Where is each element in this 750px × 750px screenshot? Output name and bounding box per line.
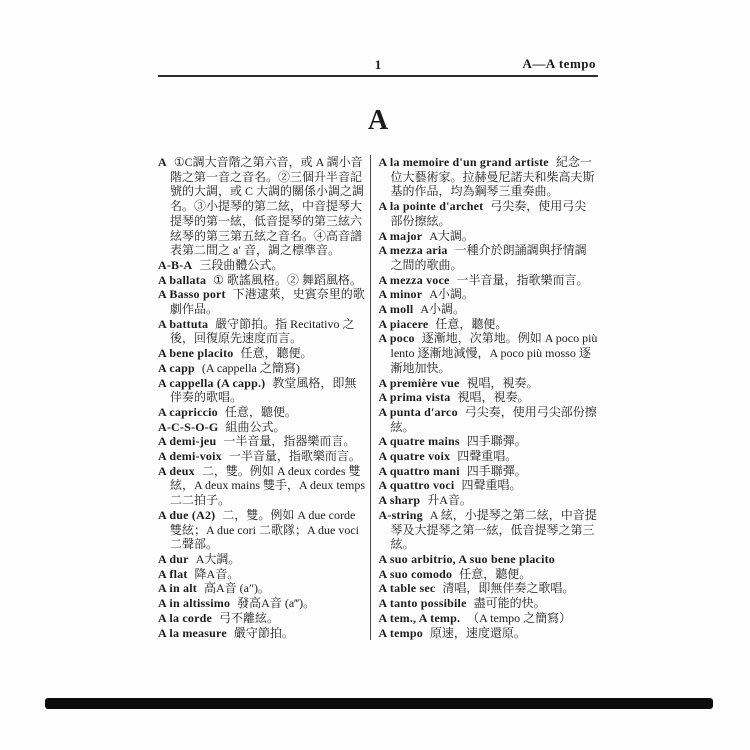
entry-term: A poco xyxy=(378,331,415,346)
dictionary-entry xyxy=(158,508,368,552)
entry-definition: 弓尖奏，使用弓尖部份擦絃。 xyxy=(390,199,587,228)
entry-definition: 一種介於朗誦調與抒情調之間的歌曲。 xyxy=(390,243,587,272)
dictionary-entry xyxy=(158,626,368,641)
entry-term: A cappella (A capp.) xyxy=(158,375,266,390)
dictionary-entry xyxy=(379,552,598,567)
entry-term: A prima vista xyxy=(378,390,451,405)
entry-definition: 組曲公式。 xyxy=(225,419,286,434)
dictionary-entry xyxy=(158,155,368,258)
dictionary-entry xyxy=(379,626,598,641)
entry-term: A moll xyxy=(378,302,414,317)
entry-definition: A大調。 xyxy=(429,228,474,243)
entry-definition: 二，雙。例如 A deux cordes 雙絃，A deux mains 雙手，A deux temps 二二拍子。 xyxy=(170,463,365,508)
dictionary-entry xyxy=(379,317,598,332)
dictionary-entry xyxy=(158,581,368,596)
dictionary-entry xyxy=(158,273,368,288)
dictionary-entry xyxy=(379,243,598,272)
entry-term: A mezza voce xyxy=(378,272,450,287)
entry-term: A flat xyxy=(158,566,188,581)
entry-term: A ballata xyxy=(158,272,207,287)
dictionary-entry xyxy=(158,420,368,435)
entry-term: A tem., A temp. xyxy=(378,610,461,625)
entry-definition: 嚴守節拍。 xyxy=(233,625,294,640)
entry-definition: 視唱，視奏。 xyxy=(457,390,530,405)
entry-definition: (A cappella 之簡寫) xyxy=(201,360,300,375)
section-letter: A xyxy=(367,105,389,136)
entry-definition: 四手聯彈。 xyxy=(466,463,527,478)
entry-definition: A小調。 xyxy=(429,287,474,302)
entry-term: A-B-A xyxy=(158,257,193,272)
dictionary-entry xyxy=(158,405,368,420)
dictionary-entry xyxy=(379,287,598,302)
entry-term: A-string xyxy=(378,507,423,522)
dictionary-entry xyxy=(379,449,598,464)
entry-term: A demi-voix xyxy=(158,449,222,464)
entry-definition: 紀念一位大藝術家。拉赫曼尼諾夫和柴高夫斯基的作品，均為鋼琴三重奏曲。 xyxy=(390,155,595,199)
entry-definition: 逐漸地，次第地。例如 A poco più lento 逐漸地減慢，A poco più mosso 逐漸地加快。 xyxy=(390,331,598,375)
entry-definition: 教堂風格，即無伴奏的歌唱。 xyxy=(170,375,357,405)
scan-artifact-bar xyxy=(45,698,713,709)
dictionary-entry xyxy=(158,449,368,464)
entry-term: A tanto possibile xyxy=(378,596,467,611)
entry-term: A mezza aria xyxy=(378,243,448,258)
entry-definition: ① 歌謠風格。② 舞蹈風格。 xyxy=(213,272,362,287)
entry-definition: 四手聯彈。 xyxy=(466,434,527,449)
entry-term: A capp xyxy=(158,360,195,375)
entry-term: A la pointe d'archet xyxy=(378,199,484,214)
dictionary-columns xyxy=(158,155,598,640)
entry-definition: 原速，速度還原。 xyxy=(429,625,526,640)
entry-definition: 四聲重唱。 xyxy=(457,449,518,464)
dictionary-entry xyxy=(158,552,368,567)
entry-definition: A大調。 xyxy=(195,551,241,566)
entry-definition: （A tempo 之簡寫） xyxy=(467,610,572,625)
entry-definition: 任意，聽便。 xyxy=(459,566,532,581)
entry-definition: 一半音量，指歌樂而言。 xyxy=(456,272,589,287)
entry-definition: 任意，聽便。 xyxy=(224,404,297,419)
entry-term: A piacere xyxy=(378,316,429,331)
dictionary-entry xyxy=(158,361,368,376)
entry-term: A quatre mains xyxy=(378,434,460,449)
dictionary-entry xyxy=(379,199,598,228)
dictionary-entry xyxy=(379,581,598,596)
entry-definition: 嚴守節拍。指 Recitativo 之後，回復原先速度而言。 xyxy=(170,316,355,346)
entry-definition: 任意，聽便。 xyxy=(240,346,313,361)
entry-term: A minor xyxy=(378,287,423,302)
dictionary-entry xyxy=(379,464,598,479)
dictionary-entry xyxy=(379,273,598,288)
entry-term: A sharp xyxy=(378,493,421,508)
dictionary-entry xyxy=(379,434,598,449)
entry-term: A major xyxy=(378,228,423,243)
entry-term: A in alt xyxy=(158,581,197,596)
entry-definition: A小調。 xyxy=(420,302,466,317)
entry-definition: 任意，聽便。 xyxy=(435,316,508,331)
left-column xyxy=(158,155,368,640)
entry-definition: 下港逮萊，史賓奈里的歌劇作品。 xyxy=(170,287,365,317)
entry-term: A quattro voci xyxy=(378,478,455,493)
dictionary-entry xyxy=(379,493,598,508)
entry-term: A quatre voix xyxy=(378,449,451,464)
entry-term: A table sec xyxy=(378,581,436,596)
entry-definition: 升A音。 xyxy=(427,493,472,508)
entry-term: A punta d'arco xyxy=(378,404,458,419)
dictionary-entry xyxy=(158,376,368,405)
entry-term: A dur xyxy=(158,551,189,566)
dictionary-entry xyxy=(379,155,598,199)
entry-definition: 三段曲體公式。 xyxy=(199,257,284,272)
entry-term: A due (A2) xyxy=(158,507,216,522)
entry-term: A bene placito xyxy=(158,346,234,361)
entry-term: A tempo xyxy=(378,625,423,640)
dictionary-entry xyxy=(158,434,368,449)
header-rule xyxy=(158,75,598,77)
entry-term: A demi-jeu xyxy=(158,434,217,449)
entry-definition: 弓不離絃。 xyxy=(219,610,280,625)
entry-term: A la measure xyxy=(158,625,227,640)
dictionary-entry xyxy=(379,405,598,434)
entry-definition: 二，雙。例如 A due corde 雙絃；A due cori 二歌隊；A due voci 二聲部。 xyxy=(170,507,359,552)
page-number: 1 xyxy=(374,57,382,72)
entry-definition: A 絃，小提琴之第二絃，中音提琴及大提琴之第一絃，低音提琴之第三絃。 xyxy=(390,507,597,552)
dictionary-entry xyxy=(158,258,368,273)
dictionary-entry xyxy=(379,508,598,552)
dictionary-entry xyxy=(379,302,598,317)
entry-term: A quattro mani xyxy=(378,463,460,478)
dictionary-entry xyxy=(158,611,368,626)
dictionary-entry xyxy=(158,464,368,508)
dictionary-entry xyxy=(379,376,598,391)
entry-term: A capriccio xyxy=(158,404,218,419)
entry-definition: 盡可能的快。 xyxy=(473,596,546,611)
entry-definition: 一半音量，指器樂而言。 xyxy=(223,434,356,449)
entry-term: A Basso port xyxy=(158,287,226,302)
entry-term: A deux xyxy=(158,463,195,478)
dictionary-entry xyxy=(158,567,368,582)
entry-term: A la corde xyxy=(158,610,212,625)
entry-term: A suo comodo xyxy=(378,566,453,581)
entry-definition: 發高A音 (a‴)。 xyxy=(237,596,316,611)
entry-term: A première vue xyxy=(378,375,460,390)
dictionary-entry xyxy=(158,596,368,611)
entry-term: A la memoire d'un grand artiste xyxy=(378,155,549,169)
entry-term: A battuta xyxy=(158,316,209,331)
running-head: A—A tempo xyxy=(522,56,596,71)
entry-term: A xyxy=(158,155,167,169)
entry-definition: 視唱，視奏。 xyxy=(466,375,539,390)
dictionary-entry xyxy=(379,229,598,244)
dictionary-entry xyxy=(158,346,368,361)
entry-definition: 一半音量，指歌樂而言。 xyxy=(228,449,361,464)
entry-definition: ①C調大音階之第六音，或 A 調小音階之第一音之音名。②三個升半音記號的大調，或 C 大調的關係小調之調名。③小提琴的第二絃，中音提琴大提琴的第一絃，低音提琴的第三絃六絃琴的第三第五絃之音名。④高音譜表第二間之 a′ 音，調之標準音。 xyxy=(170,155,365,258)
entry-definition: 清唱，即無伴奏之歌唱。 xyxy=(442,581,575,596)
entry-term: A suo arbitrio, A suo bene placito xyxy=(378,551,556,566)
dictionary-entry xyxy=(158,287,368,316)
dictionary-entry xyxy=(379,390,598,405)
dictionary-entry xyxy=(379,596,598,611)
dictionary-entry xyxy=(158,317,368,346)
dictionary-entry xyxy=(379,567,598,582)
entry-term: A in altissimo xyxy=(158,596,231,611)
entry-definition: 高A音 (a″)。 xyxy=(203,581,270,596)
dictionary-entry xyxy=(379,331,598,375)
entry-definition: 弓尖奏，使用弓尖部份擦絃。 xyxy=(390,404,597,434)
entry-term: A-C-S-O-G xyxy=(158,419,219,434)
right-column xyxy=(371,155,598,640)
entry-definition: 降A音。 xyxy=(194,566,240,581)
entry-definition: 四聲重唱。 xyxy=(461,478,522,493)
dictionary-entry xyxy=(379,611,598,626)
dictionary-entry xyxy=(379,478,598,493)
